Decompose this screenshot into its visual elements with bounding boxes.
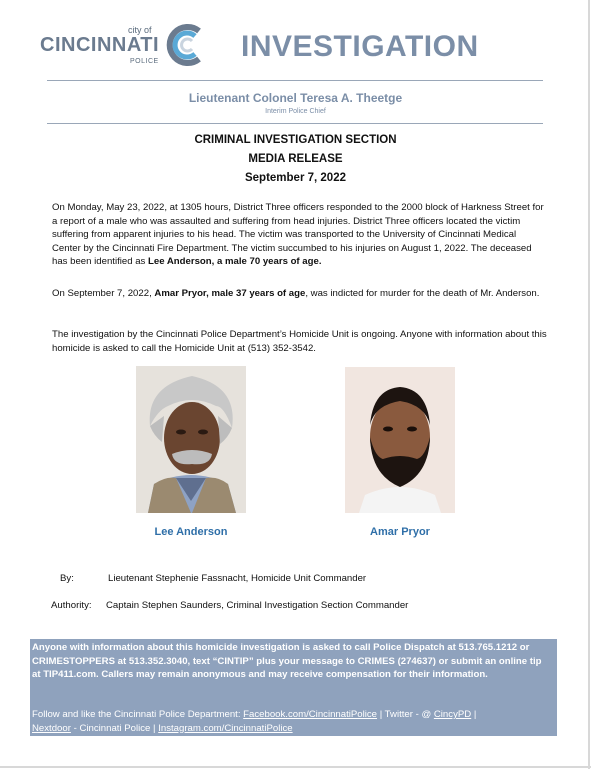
footer-tip-text: Anyone with information about this homicide investigation is asked to call Police Dispatch at 513.765.1212 or CRIMESTOPPERS at 513.352.3040, text “CINTIP” plus your message to CRIMES (274637) or submit an online tip at TIP411.com. Callers may remain anonymous and may receive compensation for their information. (32, 642, 542, 680)
page-title: INVESTIGATION (241, 30, 479, 63)
paragraph-ongoing: The investigation by the Cincinnati Police Department’s Homicide Unit is ongoing. Anyone with information about this homicide is asked to call the Homicide Unit at (513) 352-3542. (52, 329, 547, 354)
footer-nextdoor-post: - Cincinnati Police | (70, 722, 159, 734)
chief-name: Lieutenant Colonel Teresa A. Theetge (188, 91, 403, 105)
by-label: By: (60, 573, 74, 584)
footer-tip-box (30, 639, 557, 736)
footer-social-links (32, 708, 552, 735)
header-divider-top (47, 80, 543, 81)
indictment-pre: On September 7, 2022, (52, 288, 155, 299)
header-divider-bottom (47, 123, 543, 124)
footer-sep2: | (471, 709, 477, 720)
authority-label: Authority: (51, 600, 92, 611)
incident-text: On Monday, May 23, 2022, at 1305 hours, District Three officers responded to the 2000 block of Harkness Street for a report of a male who was assaulted and suffering from head injuries. District Three officers located the victim suffering from apparent injuries to his head. The victim was transported to the University of Cincinnati Medical Center by the Cincinnati Fire Department. The victim succumbed to his injuries on August 1, 2022. The deceased has been identified as (52, 202, 544, 268)
logo-city-text: city of (128, 25, 152, 35)
page-border-bottom (0, 766, 591, 768)
indictment-post: , was indicted for murder for the death of Mr. Anderson. (305, 288, 540, 299)
photo-amar-pryor (345, 367, 455, 513)
authority-value: Captain Stephen Saunders, Criminal Investigation Section Commander (106, 600, 409, 611)
photo-lee-anderson (136, 366, 246, 513)
cincinnati-police-logo (38, 22, 208, 72)
logo-police-text: POLICE (130, 58, 159, 65)
chief-title: Interim Police Chief (265, 108, 326, 115)
logo-name-text: CINCINNATI (40, 34, 160, 56)
paragraph-indictment (52, 287, 547, 301)
release-date: September 7, 2022 (244, 172, 346, 184)
nextdoor-link[interactable]: Nextdoor (32, 722, 71, 734)
section-heading: CRIMINAL INVESTIGATION SECTION (194, 134, 397, 146)
photo-label-amar-pryor: Amar Pryor (370, 526, 430, 538)
instagram-link[interactable]: Instagram.com/CincinnatiPolice (158, 722, 293, 734)
twitter-link[interactable]: CincyPD (433, 709, 472, 720)
footer-follow-text: Follow and like the Cincinnati Police Department: (32, 709, 244, 720)
suspect-identification: Amar Pryor, male 37 years of age (154, 288, 306, 299)
by-value: Lieutenant Stephenie Fassnacht, Homicide Unit Commander (108, 573, 367, 584)
victim-identification: Lee Anderson, a male 70 years of age. (148, 256, 322, 268)
paragraph-incident (52, 201, 547, 269)
release-type-heading: MEDIA RELEASE (248, 153, 343, 165)
facebook-link[interactable]: Facebook.com/CincinnatiPolice (243, 709, 378, 720)
logo-c-mark-icon (162, 22, 208, 68)
page-border-right (588, 0, 590, 769)
photo-label-lee-anderson: Lee Anderson (154, 526, 228, 538)
footer-twitter-sep: | Twitter - @ (377, 709, 434, 720)
